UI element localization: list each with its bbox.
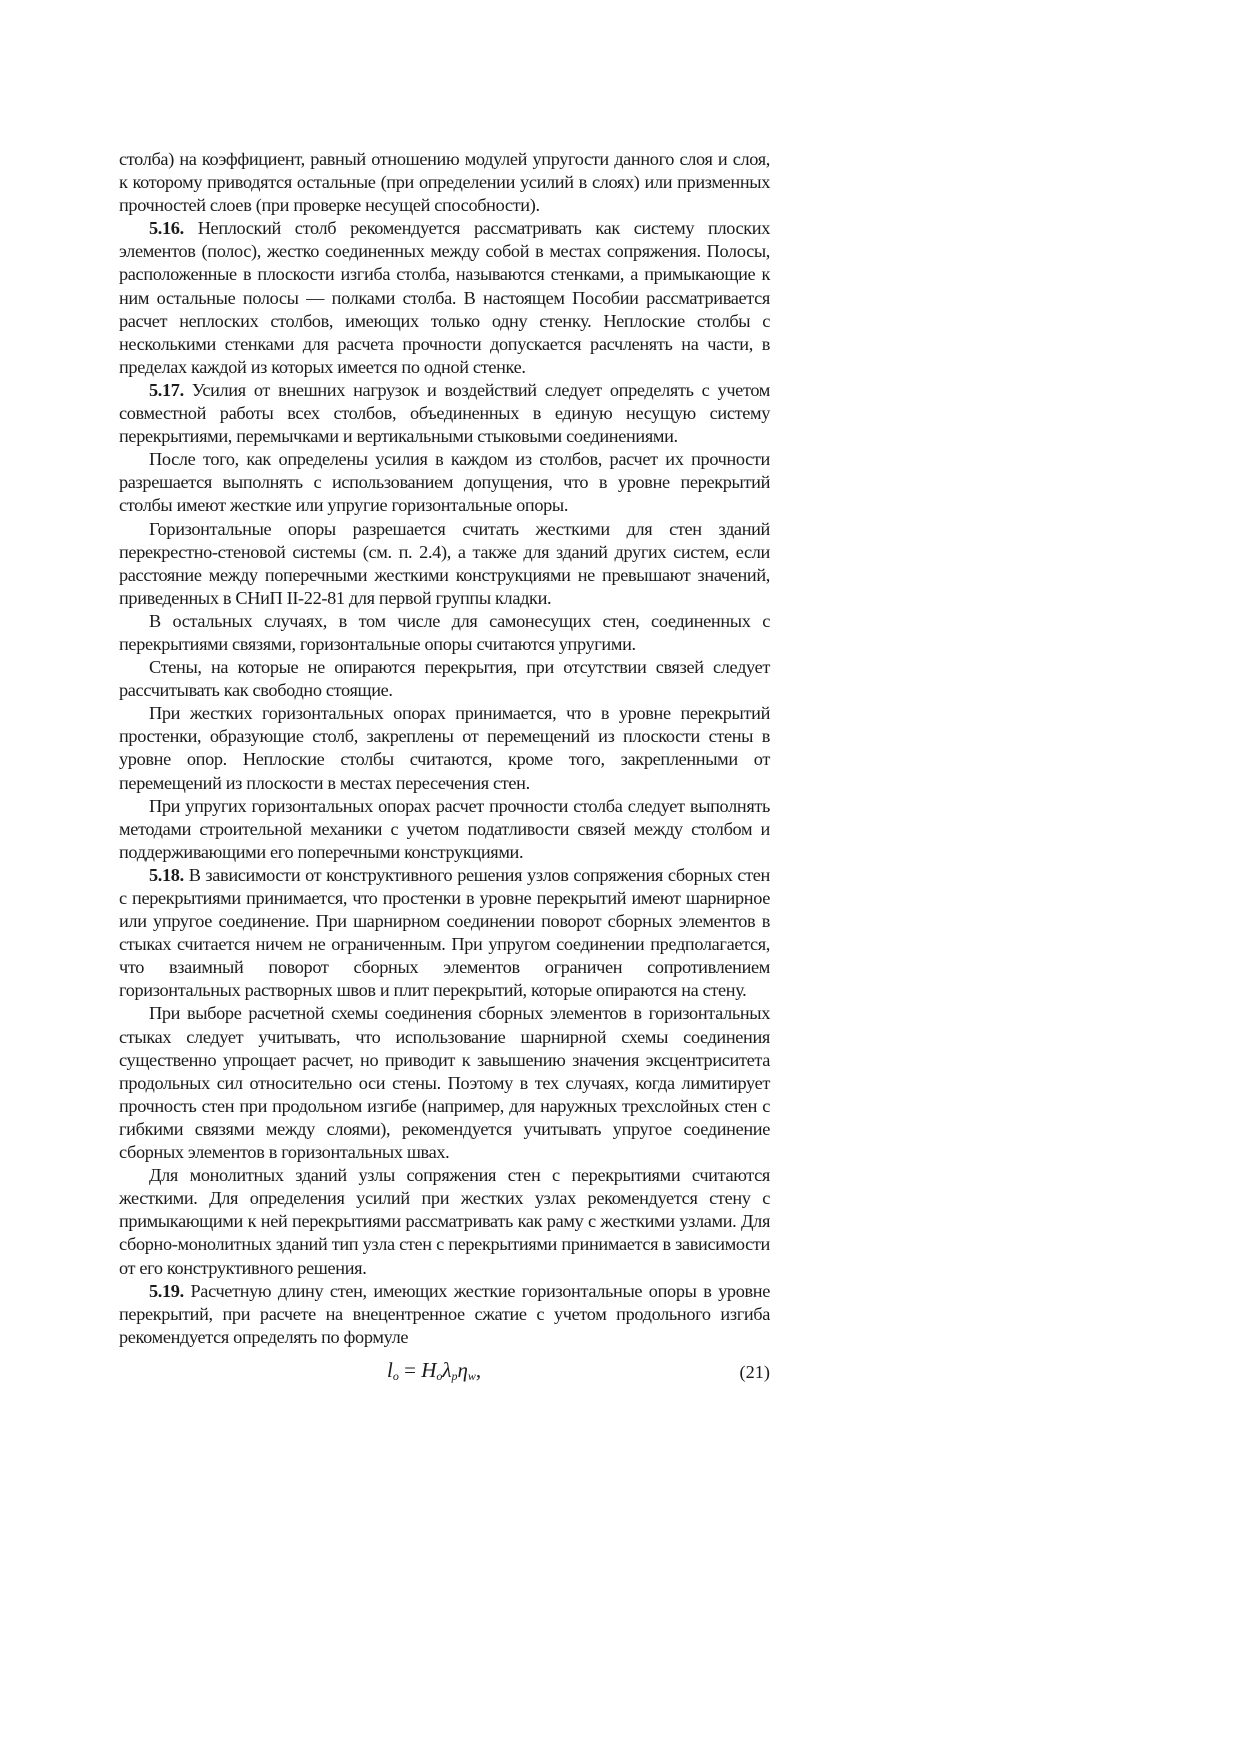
paragraph-5-17: 5.17. Усилия от внешних нагрузок и воздействий следует определять с учетом совместной работы всех столбов, объединенных в единую несущую систему перекрытиями, перемычками и вертикальными стыковыми соединениями. [119,379,770,447]
clause-number: 5.16. [149,218,184,239]
document-page [119,148,770,1389]
paragraph-continuation: столба) на коэффициент, равный отношению модулей упругости данного слоя и слоя, к которому приводятся остальные (при определении усилий в слоях) или призменных прочностей слоев (при проверке несущей способности). [119,149,770,216]
paragraph: Для монолитных зданий узлы сопряжения стен с перекрытиями считаются жесткими. Для определения усилий при жестких узлах рекомендуется стену с примыкающими к ней перекрытиями рассматривать как раму с жесткими узлами. Для сборно-монолитных зданий тип узла стен с перекрытиями принимается в зависимости от его конструктивного решения. [119,1165,770,1278]
clause-number: 5.17. [149,379,184,400]
paragraph: Горизонтальные опоры разрешается считать жесткими для стен зданий перекрестно-стеновой системы (см. п. 2.4), а также для зданий других систем, если расстояние между поперечными жесткими конструкциями не превышают значений, приведенных в СНиП II-22-81 для первой группы кладки. [119,518,770,608]
formula: $l_o = H_o\lambda_p\eta_w$, [387,1357,482,1383]
paragraph-5-16: 5.16. Неплоский столб рекомендуется рассматривать как систему плоских элементов (полос), жестко соединенных между собой в местах сопряжения. Полосы, расположенные в плоскости изгиба столба, называются стенками, а примыкающие к ним остальные полосы — полками столба. В настоящем Пособии рассматривается расчет неплоских столбов, имеющих только одну стенку. Неплоские столбы с несколькими стенками для расчета прочности допускается расчленять на части, в пределах каждой из которых имеется по одной стенке. [119,218,770,377]
formula-row [119,1359,770,1389]
paragraph: В остальных случаях, в том числе для самонесущих стен, соединенных с перекрытиями связями, горизонтальные опоры считаются упругими. [119,610,770,654]
paragraph: При упругих горизонтальных опорах расчет прочности столба следует выполнять методами строительной механики с учетом податливости связей между столбом и поддерживающими его поперечными конструкциями. [119,795,770,862]
paragraph-5-19: 5.19. Расчетную длину стен, имеющих жесткие горизонтальные опоры в уровне перекрытий, при расчете на внецентренное сжатие с учетом продольного изгиба рекомендуется определять по формуле [119,1280,770,1347]
paragraph: Стены, на которые не опираются перекрытия, при отсутствии связей следует рассчитывать как свободно стоящие. [119,657,770,701]
paragraph: При жестких горизонтальных опорах принимается, что в уровне перекрытий простенки, образующие столб, закреплены от перемещений из плоскости стены в уровне опор. Неплоские столбы считаются, кроме того, закрепленными от перемещений из плоскости в местах пересечения стен. [119,703,770,793]
clause-number: 5.18. [149,864,184,885]
clause-number: 5.19. [149,1280,184,1301]
paragraph-5-18: 5.18. В зависимости от конструктивного решения узлов сопряжения сборных стен с перекрытиями принимается, что простенки в уровне перекрытий имеют шарнирное или упругое соединение. При шарнирном соединении поворот сборных элементов в стыках считается ничем не ограниченным. При упругом соединении предполагается, что взаимный поворот сборных элементов ограничен сопротивлением горизонтальных растворных швов и плит перекрытий, которые опираются на стену. [119,864,770,1001]
paragraph: После того, как определены усилия в каждом из столбов, расчет их прочности разрешается выполнять с использованием допущения, что в уровне перекрытий столбы имеют жесткие или упругие горизонтальные опоры. [119,449,770,516]
equation-number: (21) [739,1361,770,1382]
paragraph: При выборе расчетной схемы соединения сборных элементов в горизонтальных стыках следует учитывать, что использование шарнирной схемы соединения существенно упрощает расчет, но приводит к завышению значения эксцентриситета продольных сил относительно оси стены. Поэтому в тех случаях, когда лимитирует прочность стен при продольном изгибе (например, для наружных трехслойных стен с гибкими связями между слоями), рекомендуется учитывать упругое соединение сборных элементов в горизонтальных швах. [119,1003,770,1163]
